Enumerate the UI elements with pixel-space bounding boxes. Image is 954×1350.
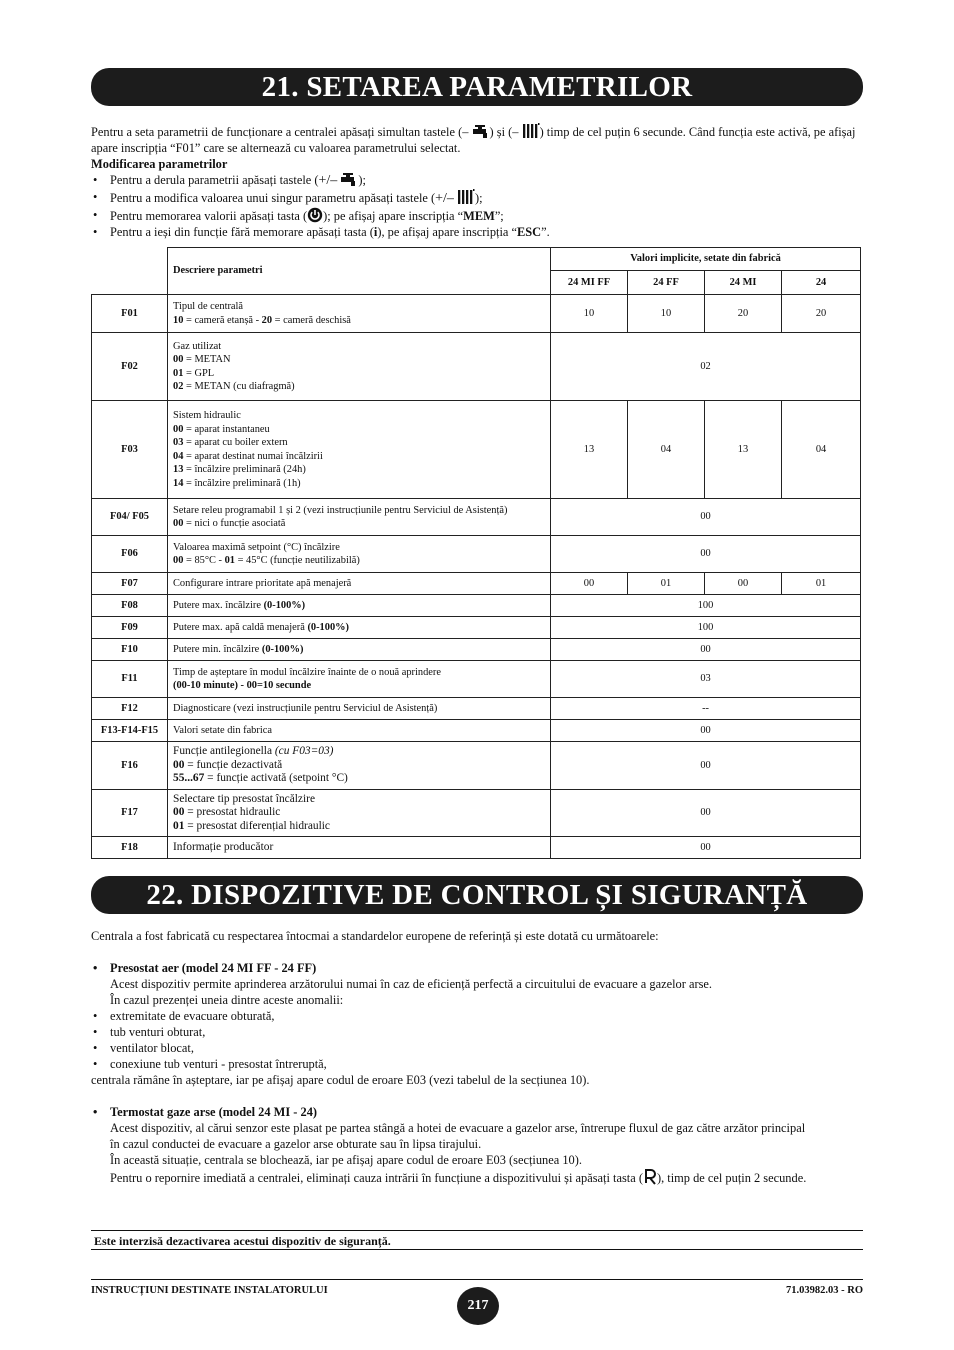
- footer-right: 71.03982.03 - RO: [786, 1285, 863, 1296]
- table-row: F08 Putere max. încălzire (0-100%) 100: [92, 595, 861, 617]
- air-pressure-switch-heading: • Presostat aer (model 24 MI FF - 24 FF): [91, 960, 863, 976]
- parameters-table: [91, 247, 861, 859]
- section-22-title: 22. DISPOZITIVE DE CONTROL ȘI SIGURANȚĂ: [91, 876, 863, 914]
- table-row: F10 Putere min. încălzire (0-100%) 00: [92, 639, 861, 661]
- empty-corner: [92, 248, 168, 295]
- header-model: 24: [782, 271, 861, 295]
- table-row: F07 Configurare intrare prioritate apă menajeră 00 01 00 01: [92, 573, 861, 595]
- table-row: F02 Gaz utilizat 00 = METAN 01 = GPL 02 = METAN (cu diafragmă) 02: [92, 333, 861, 401]
- list-item: • Pentru memorarea valorii apăsați tasta ( ); pe afișaj apare inscripția “MEM”;: [91, 207, 863, 224]
- header-model: 24 MI: [705, 271, 782, 295]
- anomalies-list: [91, 1008, 863, 1072]
- list-item: • ventilator blocat,: [91, 1040, 863, 1056]
- table-row: F11 Timp de așteptare în modul încălzire înainte de o nouă aprindere (00-10 minute) - 00=10 secunde 03: [92, 661, 861, 698]
- header-model: 24 FF: [628, 271, 705, 295]
- header-model: 24 MI FF: [551, 271, 628, 295]
- footer-rule: [91, 1279, 863, 1280]
- section-22-body: Centrala a fost fabricată cu respectarea întocmai a standardelor europene de referință și este dotată cu următoarele: • Presostat aer (model 24 MI FF - 24 FF) Acest dispozitiv permite aprinderea arzătorului numai în caz de eficiență perfectă a circuitului de evacuare a gazelor arse. În cazul prezenței uneia dintre aceste anomalii: • extremitate de evacuare obturată, • tub venturi obturat, • ventilator blocat, • conexiune tub venturi - presostat întreruptă, centrala rămâne în așteptare, iar pe afișaj apare codul de eroare E03 (vezi tabelul de la secțiunea 10). • Termostat gaze arse (model 24 MI - 24) Acest dispozitiv, al cărui senzor este plasat pe partea stângă a hotei de evacuare a gazelor arse, întrerupe fluxul de gaz către arzător principal în cazul conductei de evacuare a gazelor arse obturate sau în lipsa tirajului. În această situație, centrala se blochează, iar pe afișaj apare codul de eroare E03 (secțiunea 10). Pentru o repornire imediată a centralei, eliminați cauza intrării în funcțiune a dispozitivului și apăsați tasta ( ), timp de cel puțin 2 secunde.: [91, 928, 863, 1186]
- table-row: F01 Tipul de centrală 10 = cameră etanșă - 20 = cameră deschisă 10 10 20 20: [92, 295, 861, 333]
- list-item: • Pentru a modifica valoarea unui singur parametru apăsați tastele (+/– );: [91, 189, 863, 207]
- list-item: • extremitate de evacuare obturată,: [91, 1008, 863, 1024]
- table-row: F12 Diagnosticare (vezi instrucțiunile pentru Serviciul de Asistență) --: [92, 698, 861, 720]
- table-row: F09 Putere max. apă caldă menajeră (0-100%) 100: [92, 617, 861, 639]
- list-item: • Pentru a derula parametrii apăsați tastele (+/– );: [91, 172, 863, 189]
- list-item: • conexiune tub venturi - presostat întreruptă,: [91, 1056, 863, 1072]
- minus-sign: –: [462, 125, 469, 139]
- radiator-icon: [457, 189, 475, 205]
- tap-icon: [340, 173, 358, 187]
- flue-thermostat-heading: • Termostat gaze arse (model 24 MI - 24): [91, 1104, 863, 1120]
- intro-paragraph: Pentru a seta parametrii de funcționare a centralei apăsați simultan tastele (– ) și (– ) timp de cel puțin 6 secunde. Când funcția este activă, pe afișaj apare inscripția “F01” care se alternează cu valoarea parametrului selectat.: [91, 125, 856, 155]
- radiator-icon: [522, 123, 540, 139]
- table-row: F13-F14-F15 Valori setate din fabrica 00: [92, 720, 861, 742]
- footer-left: INSTRUCȚIUNI DESTINATE INSTALATORULUI: [91, 1285, 328, 1296]
- list-item: • tub venturi obturat,: [91, 1024, 863, 1040]
- section-22-intro: Centrala a fost fabricată cu respectarea întocmai a standardelor europene de referință și este dotată cu următoarele:: [91, 929, 659, 943]
- section-21-body: [91, 123, 863, 240]
- header-default-values: Valori implicite, setate din fabrică: [551, 248, 861, 271]
- safety-warning: Este interzisă dezactivarea acestui dispozitiv de siguranță.: [91, 1230, 863, 1250]
- reset-icon: [643, 1168, 657, 1185]
- table-row: F17 Selectare tip presostat încălzire 00 = presostat hidraulic 01 = presostat diferențial hidraulic 00: [92, 790, 861, 837]
- table-row: F16 Funcție antilegionella (cu F03=03) 00 = funcție dezactivată 55...67 = funcție activată (setpoint °C) 00: [92, 742, 861, 790]
- list-item: • Pentru a ieși din funcție fără memorare apăsați tasta (i), pe afișaj apare inscripția “ESC”.: [91, 224, 863, 240]
- page-number: 217: [457, 1287, 499, 1325]
- table-row: F18 Informație producător 00: [92, 837, 861, 859]
- table-row: F06 Valoarea maximă setpoint (°C) încălzire 00 = 85°C - 01 = 45°C (funcție neutilizabilă) 00: [92, 536, 861, 573]
- table-row: F04/ F05 Setare releu programabil 1 și 2 (vezi instrucțiunile pentru Serviciul de Asistență) 00 = nici o funcție asociată 00: [92, 499, 861, 536]
- subheading-modificarea: Modificarea parametrilor: [91, 157, 228, 171]
- tap-icon: [472, 125, 490, 139]
- instructions-list: [91, 172, 863, 240]
- section-21-title: 21. SETAREA PARAMETRILOR: [91, 68, 863, 106]
- power-icon: [307, 207, 323, 223]
- table-row: F03 Sistem hidraulic 00 = aparat instantaneu 03 = aparat cu boiler extern 04 = aparat destinat numai încălzirii 13 = încălzire preliminară (24h) 14 = încălzire preliminară (1h) 13 04 13 04: [92, 401, 861, 499]
- header-description: Descriere parametri: [168, 248, 551, 295]
